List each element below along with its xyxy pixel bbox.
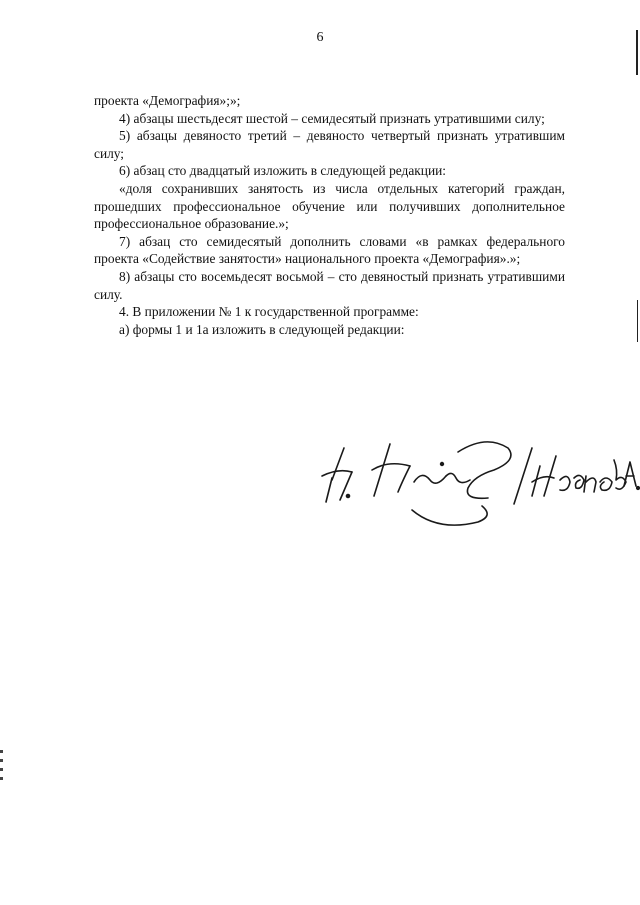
paragraph: 5) абзацы девяносто третий – девяносто четвертый признать утратившим силу; xyxy=(94,128,565,161)
page-number: 6 xyxy=(316,30,324,45)
page-edge-line xyxy=(636,30,638,75)
paragraph: а) формы 1 и 1а изложить в следующей редакции: xyxy=(119,321,405,337)
paragraph: 6) абзац сто двадцатый изложить в следующей редакции: xyxy=(119,163,447,179)
binding-marks xyxy=(0,750,3,790)
paragraph: 7) абзац сто семидесятый дополнить словами «в рамках федерального проекта «Содействие занятости» национального проекта «Демография».»; xyxy=(94,233,565,267)
paragraph: «доля сохранивших занятость из числа отдельных категорий граждан, прошедших профессиональное обучение или получивших дополнительное профессиональное образование.»; xyxy=(94,180,565,232)
handwritten-signature xyxy=(318,430,640,540)
document-body xyxy=(94,92,565,338)
paragraph: 4) абзацы шестьдесят шестой – семидесятый признать утратившими силу; xyxy=(119,110,545,126)
paragraph: 8) абзацы сто восемьдесят восьмой – сто девяностый признать утратившими силу. xyxy=(94,268,565,302)
paragraph: проекта «Демография»;»; xyxy=(94,93,241,108)
paragraph: 4. В приложении № 1 к государственной программе: xyxy=(119,304,419,320)
page-edge-line xyxy=(637,300,638,342)
